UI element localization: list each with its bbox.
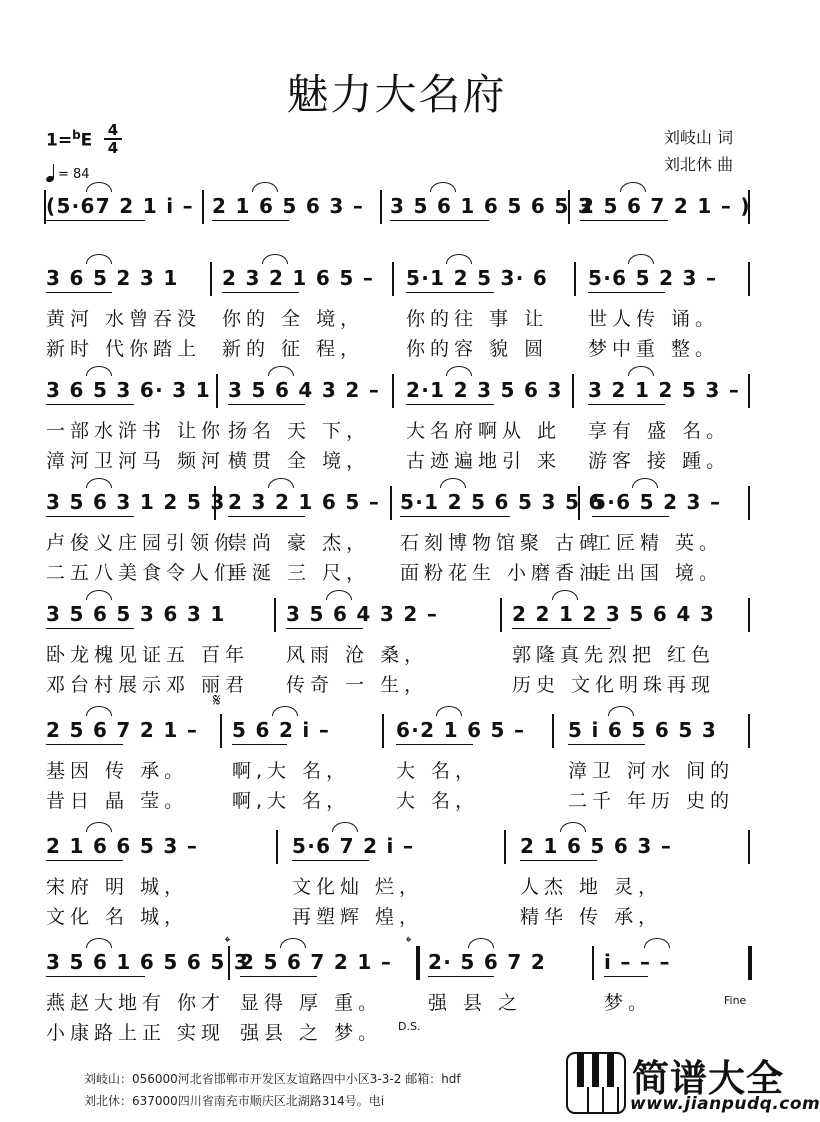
barline (416, 946, 420, 980)
quarter-note-icon (46, 164, 55, 182)
lyric-verse-2: 游客 接 踵。 (588, 450, 731, 472)
slur-mark (446, 366, 472, 376)
lyric-verse-2: 昔日 晶 莹。 (46, 790, 189, 812)
coda-icon: 𝄌 (406, 933, 412, 951)
measure-notes: 3 5 6 4 3 2 – (228, 378, 381, 402)
slur-mark (628, 254, 654, 264)
slur-mark (632, 478, 658, 488)
measure-notes: 3 5 6 1 6 5 6 5 3 (390, 194, 594, 218)
measure-notes: 3 5 6 5 3 6 3 1 (46, 602, 226, 626)
lyric-verse-2: 历史 文化明珠再现 (512, 674, 716, 696)
beam-line (406, 292, 494, 293)
barline (392, 262, 394, 296)
barline (574, 262, 576, 296)
barline (572, 374, 574, 408)
lyric-verse-2: 横贯 全 境， (228, 450, 371, 472)
barline (504, 830, 506, 864)
barline (552, 714, 554, 748)
slur-mark (644, 938, 670, 948)
lyric-verse-1: 宋府 明 城， (46, 876, 189, 898)
lyric-verse-1: 人杰 地 灵， (520, 876, 663, 898)
barline (748, 946, 752, 980)
piano-keys-icon (566, 1052, 626, 1114)
measure-notes: 5·6 7 2 i – (292, 834, 415, 858)
measure-notes: 3 6 5 2 3 1 (46, 266, 179, 290)
lyric-verse-1: 卧龙槐见证五 百年 (46, 644, 250, 666)
lyric-verse-2: 小康路上正 实现 (46, 1022, 226, 1044)
logo-title: 简谱大全 (632, 1057, 784, 1100)
measure-notes: 2 3 2 1 6 5 – (228, 490, 381, 514)
lyric-verse-1: 扬名 天 下， (228, 420, 371, 442)
barline (382, 714, 384, 748)
measure-notes: 2·1 2 3 5 6 3 (406, 378, 563, 402)
slur-mark (262, 254, 288, 264)
coda-icon: 𝄌 (225, 933, 231, 951)
slur-mark (560, 822, 586, 832)
slur-mark (86, 254, 112, 264)
barline (748, 714, 750, 748)
lyric-verse-2: 面粉花生 小磨香油 (400, 562, 604, 584)
measure-notes: 5 i 6 5 6 5 3 (568, 718, 718, 742)
lyric-verse-2: 走出国 境。 (592, 562, 724, 584)
barline (748, 598, 750, 632)
beam-line (228, 404, 305, 405)
lyric-verse-1: 大 名， (396, 760, 480, 782)
lyric-verse-1: 黄河 水曾吞没 (46, 308, 202, 330)
lyric-verse-1: 风雨 沧 桑， (286, 644, 429, 666)
slur-mark (552, 590, 578, 600)
barline (748, 830, 750, 864)
barline (216, 374, 218, 408)
contact-footer (84, 1068, 461, 1112)
lyric-verse-1: 崇尚 豪 杰， (228, 532, 371, 554)
beam-line (46, 628, 134, 629)
footer-line-2: 刘北休：637000四川省南充市顺庆区北湖路314号。电i (84, 1094, 385, 1108)
beam-line (512, 628, 611, 629)
barline (748, 486, 750, 520)
lyric-verse-1: 漳卫 河水 间的 (568, 760, 735, 782)
beam-line (406, 404, 494, 405)
beam-line (46, 220, 145, 221)
lyric-verse-1: 石刻博物馆聚 古碑 (400, 532, 604, 554)
slur-mark (628, 366, 654, 376)
lyric-verse-2: 你的容 貌 圆 (406, 338, 549, 360)
measure-notes: (5·67 2 1 i – (46, 194, 194, 218)
lyric-verse-1: 工匠精 英。 (592, 532, 724, 554)
measure-notes: 2· 5 6 7 2 (428, 950, 547, 974)
beam-line (396, 744, 473, 745)
lyric-verse-2: 文化 名 城， (46, 906, 189, 928)
lyric-verse-1: 你的 全 境， (222, 308, 365, 330)
barline (748, 374, 750, 408)
slur-mark (468, 938, 494, 948)
measure-notes: 5·6 5 2 3 – (592, 490, 722, 514)
lyric-verse-1: 啊,大 名， (232, 760, 351, 782)
lyric-verse-1: 一部水浒书 让你 (46, 420, 226, 442)
measure-notes: 3 5 6 3 1 2 5 3 (46, 490, 226, 514)
beam-line (46, 860, 123, 861)
slur-mark (252, 182, 278, 192)
slur-mark (86, 706, 112, 716)
measure-notes: 2 3 2 1 6 5 – (222, 266, 375, 290)
time-signature: 4 4 (103, 122, 123, 156)
lyric-verse-2: 古迹遍地引 来 (406, 450, 562, 472)
beam-line (592, 516, 669, 517)
composer-credit: 刘北休 曲 (664, 155, 734, 174)
barline (390, 486, 392, 520)
barline (748, 262, 750, 296)
barline (380, 190, 382, 224)
lyric-verse-2: 二五八美食令人们 (46, 562, 239, 584)
lyric-verse-1: 显得 厚 重。 (240, 992, 383, 1014)
slur-mark (430, 182, 456, 192)
barline (392, 374, 394, 408)
beam-line (604, 976, 648, 977)
lyric-verse-1: 梦。 (604, 992, 653, 1014)
beam-line (228, 516, 305, 517)
slur-mark (446, 254, 472, 264)
beam-line (292, 860, 369, 861)
slur-mark (86, 590, 112, 600)
measure-notes: 3 6 5 3 6· 3 1 (46, 378, 211, 402)
measure-notes: 6·2 1 6 5 – (396, 718, 526, 742)
measure-notes: i – – – (604, 950, 671, 974)
slur-mark (86, 938, 112, 948)
beam-line (588, 404, 665, 405)
lyric-verse-2: 梦中重 整。 (588, 338, 720, 360)
barline (202, 190, 204, 224)
lyric-verse-2: 强县 之 梦。 (240, 1022, 383, 1044)
barline (220, 714, 222, 748)
lyric-verse-1: 燕赵大地有 你才 (46, 992, 226, 1014)
measure-notes: 2 2 1 2 3 5 6 4 3 (512, 602, 716, 626)
measure-notes: 2 5 6 7 2 1 – (240, 950, 393, 974)
fine-marking: Fine (724, 994, 747, 1007)
beam-line (428, 976, 494, 977)
measure-notes: 5·6 5 2 3 – (588, 266, 718, 290)
slur-mark (86, 366, 112, 376)
lyric-verse-2: 传奇 一 生， (286, 674, 429, 696)
slur-mark (608, 706, 634, 716)
lyric-verse-1: 卢俊义庄园引领你 (46, 532, 239, 554)
slur-mark (280, 938, 306, 948)
slur-mark (620, 182, 646, 192)
lyric-verse-2: 二千 年历 史的 (568, 790, 735, 812)
beam-line (580, 220, 668, 221)
lyric-verse-1: 大名府啊从 此 (406, 420, 562, 442)
beam-line (390, 220, 489, 221)
measure-notes: 2 5 6 7 2 1 – (46, 718, 199, 742)
slur-mark (332, 822, 358, 832)
key-signature: 1=$^b$E (46, 128, 93, 151)
beam-line (568, 744, 645, 745)
measure-notes: 3 5 6 1 6 5 6 5 3 (46, 950, 250, 974)
lyric-verse-2: 大 名， (396, 790, 480, 812)
slur-mark (86, 182, 112, 192)
lyric-verse-1: 基因 传 承。 (46, 760, 189, 782)
site-logo[interactable] (566, 1048, 820, 1120)
lyricist-credit: 刘岐山 词 (664, 128, 734, 147)
beam-line (46, 744, 123, 745)
beam-line (400, 516, 510, 517)
barline (500, 598, 502, 632)
lyric-verse-1: 郭隆真先烈把 红色 (512, 644, 716, 666)
slur-mark (436, 706, 462, 716)
lyric-verse-1: 你的往 事 让 (406, 308, 549, 330)
page-title: 魅力大名府 (286, 70, 507, 119)
lyric-verse-2: 漳河卫河马 频河 (46, 450, 226, 472)
measure-notes: 5·1 2 5 3· 6 (406, 266, 549, 290)
measure-notes: 2 5 6 7 2 1 – ) (580, 194, 751, 218)
lyric-verse-2: 精华 传 承， (520, 906, 663, 928)
barline (274, 598, 276, 632)
segno-icon: 𝄋 (213, 690, 221, 711)
ds-marking: D.S. (398, 1020, 421, 1033)
lyric-verse-1: 享有 盛 名。 (588, 420, 731, 442)
measure-notes: 2 1 6 5 6 3 – (212, 194, 365, 218)
lyric-verse-2: 邓台村展示邓 丽君 (46, 674, 250, 696)
credits (664, 124, 733, 178)
lyric-verse-1: 强 县 之 (428, 992, 523, 1014)
logo-url: www.jianpudq.com (630, 1094, 820, 1114)
barline (592, 946, 594, 980)
lyric-verse-1: 文化灿 烂， (292, 876, 424, 898)
slur-mark (86, 478, 112, 488)
slur-mark (440, 478, 466, 488)
beam-line (588, 292, 665, 293)
beam-line (222, 292, 299, 293)
slur-mark (268, 478, 294, 488)
slur-mark (86, 822, 112, 832)
beam-line (46, 516, 134, 517)
measure-notes: 5 6 2 i – (232, 718, 331, 742)
beam-line (232, 744, 287, 745)
footer-line-1: 刘岐山：056000河北省邯郸市开发区友谊路四中小区3-3-2 邮箱：hdf (84, 1072, 461, 1086)
measure-notes: 2 1 6 5 6 3 – (520, 834, 673, 858)
lyric-verse-1: 世人传 诵。 (588, 308, 720, 330)
slur-mark (326, 590, 352, 600)
lyric-verse-2: 再塑辉 煌， (292, 906, 424, 928)
lyric-verse-2: 垂涎 三 尺， (228, 562, 371, 584)
beam-line (286, 628, 363, 629)
beam-line (212, 220, 289, 221)
beam-line (46, 404, 134, 405)
lyric-verse-2: 啊,大 名， (232, 790, 351, 812)
beam-line (46, 292, 112, 293)
lyric-verse-2: 新的 征 程， (222, 338, 365, 360)
slur-mark (268, 366, 294, 376)
measure-notes: 2 1 6 6 5 3 – (46, 834, 199, 858)
beam-line (240, 976, 317, 977)
barline (210, 262, 212, 296)
measure-notes: 3 2 1 2 5 3 – (588, 378, 741, 402)
tempo-marking: = 84 (46, 164, 90, 182)
beam-line (520, 860, 597, 861)
beam-line (46, 976, 145, 977)
slur-mark (272, 706, 298, 716)
barline (276, 830, 278, 864)
lyric-verse-2: 新时 代你踏上 (46, 338, 202, 360)
measure-notes: 3 5 6 4 3 2 – (286, 602, 439, 626)
measure-notes: 5·1 2 5 6 5 3 5 6 (400, 490, 604, 514)
